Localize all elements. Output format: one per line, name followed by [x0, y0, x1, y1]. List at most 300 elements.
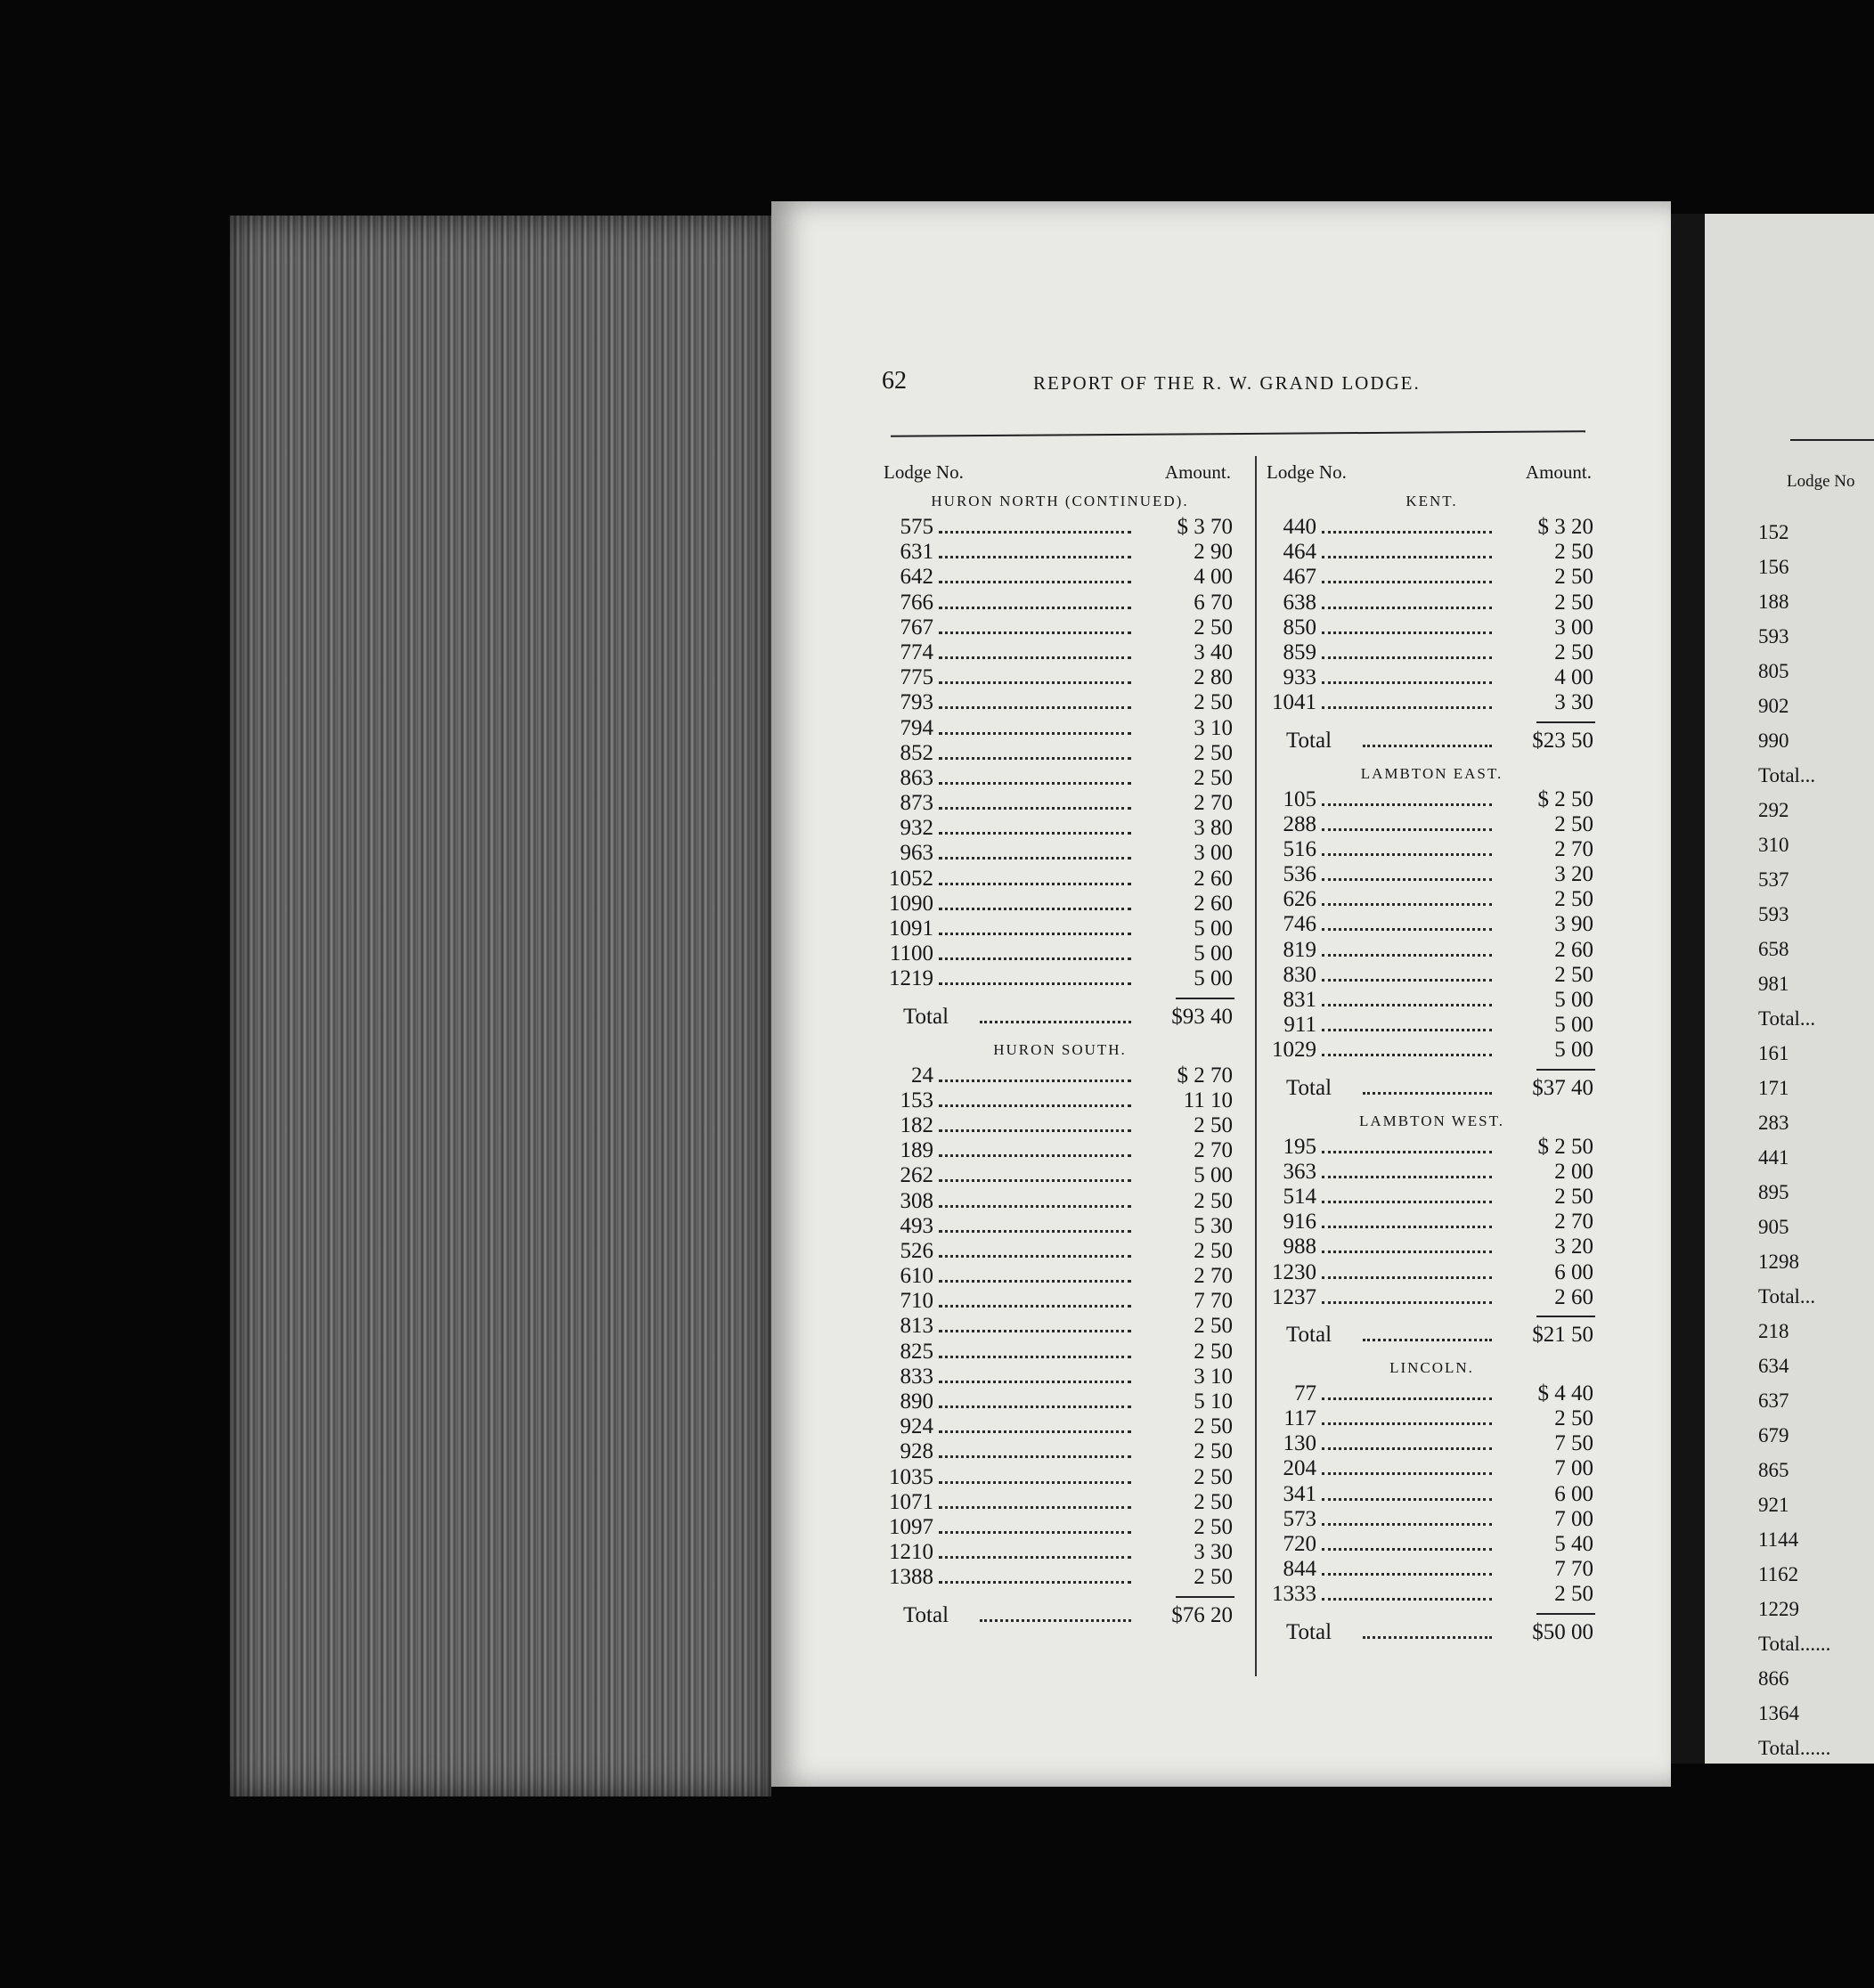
amount: 2 60: [1554, 1284, 1593, 1309]
lodge-number: 1091: [889, 917, 933, 941]
table-row: [882, 841, 1238, 866]
amount: 5 00: [1194, 917, 1233, 941]
lodge-number: 77: [1294, 1381, 1316, 1405]
lodge-number: 130: [1283, 1431, 1316, 1456]
amount: $ 3 20: [1537, 515, 1593, 539]
lodge-number: 514: [1283, 1184, 1316, 1209]
amount: 5 00: [1554, 988, 1593, 1012]
dot-leader: [1363, 1636, 1492, 1639]
amount: 2 50: [1554, 540, 1593, 565]
lodge-number: 830: [1283, 962, 1316, 987]
table-row: [882, 1515, 1238, 1540]
table-row: [1265, 665, 1599, 690]
dot-leader: [939, 1154, 1131, 1157]
lodge-no-header: Lodge No.: [884, 461, 964, 483]
lodge-number: 766: [900, 590, 933, 615]
lodge-number: 195: [1283, 1134, 1316, 1159]
lodge-number: 440: [1283, 515, 1316, 539]
amount-header: Amount.: [1164, 461, 1231, 483]
table-row: [1265, 812, 1599, 837]
lodge-number: 844: [1283, 1557, 1316, 1582]
table-row: [882, 892, 1238, 917]
dot-leader: [939, 1381, 1131, 1383]
amount: 3 00: [1194, 841, 1233, 866]
table-row: [1265, 1557, 1599, 1582]
lodge-number: 1219: [889, 966, 933, 991]
lodge-number: 1388: [889, 1565, 933, 1590]
lodge-number: 1071: [889, 1489, 933, 1514]
dot-leader: [1322, 878, 1492, 881]
total-row: [882, 992, 1238, 1037]
lodge-number: 710: [900, 1289, 933, 1314]
table-row: [1265, 1507, 1599, 1532]
next-page-lodge: 1229: [1758, 1598, 1799, 1620]
dot-leader: [1322, 1054, 1492, 1056]
lodge-number: 850: [1283, 615, 1316, 640]
lodge-number: 204: [1283, 1456, 1316, 1481]
lodge-number: 189: [900, 1138, 933, 1163]
amount: 2 60: [1194, 866, 1233, 891]
amount: 2 50: [1194, 615, 1233, 640]
amount: 5 00: [1194, 941, 1233, 966]
dot-leader: [1322, 1176, 1492, 1178]
lodge-number: 610: [900, 1264, 933, 1289]
total-row: [1265, 1608, 1599, 1652]
next-page-lodge: 905: [1758, 1216, 1789, 1238]
next-page-lodge: 637: [1758, 1389, 1789, 1412]
table-row: [1265, 1038, 1599, 1063]
lodge-number: 963: [900, 841, 933, 866]
dot-leader: [939, 933, 1131, 935]
dot-leader: [1322, 1029, 1492, 1031]
table-row: [882, 741, 1238, 766]
amount: 2 70: [1194, 791, 1233, 816]
dot-leader: [939, 832, 1131, 835]
amount: 2 60: [1194, 891, 1233, 916]
amount: 3 00: [1554, 615, 1593, 640]
amount: 2 80: [1194, 665, 1233, 690]
next-page-lodge: 1162: [1758, 1563, 1799, 1585]
lodge-number: 1100: [889, 941, 933, 966]
table-row: [1265, 615, 1599, 640]
amount: 6 00: [1554, 1481, 1593, 1506]
table-row: [882, 1439, 1238, 1464]
table-row: [1265, 1260, 1599, 1285]
dot-leader: [939, 807, 1131, 810]
amount: 2 50: [1554, 962, 1593, 987]
next-page-lodge: 283: [1758, 1112, 1789, 1134]
dot-leader: [1322, 1004, 1492, 1006]
lodge-number: 833: [900, 1364, 933, 1389]
table-row: [1265, 862, 1599, 887]
lodge-number: 1210: [889, 1540, 933, 1565]
total-amount: $21 50: [1532, 1322, 1593, 1347]
amount: 2 50: [1194, 1188, 1233, 1213]
table-row: [882, 966, 1238, 991]
table-row: [1265, 912, 1599, 937]
amount: 7 00: [1554, 1456, 1593, 1481]
table-row: [882, 640, 1238, 665]
lodge-number: 746: [1283, 912, 1316, 937]
amount: 6 00: [1554, 1259, 1593, 1284]
dot-leader: [939, 607, 1131, 609]
table-row: [1265, 1406, 1599, 1431]
dot-leader: [1322, 607, 1492, 609]
amount: 3 10: [1194, 715, 1233, 740]
amount: 2 00: [1554, 1159, 1593, 1184]
next-page-lodge: 161: [1758, 1042, 1789, 1064]
lodge-number: 575: [900, 515, 933, 539]
next-page-lodge: 1144: [1758, 1528, 1799, 1551]
amount: 2 50: [1194, 1238, 1233, 1263]
dot-leader: [1322, 531, 1492, 534]
dot-leader: [1322, 1523, 1492, 1526]
page-number: 62: [882, 367, 907, 395]
amount: $ 2 50: [1537, 786, 1593, 811]
table-row: [882, 791, 1238, 816]
amount: 2 70: [1554, 1210, 1593, 1234]
lodge-number: 813: [900, 1314, 933, 1339]
lodge-number: 831: [1283, 988, 1316, 1012]
lodge-number: 182: [900, 1112, 933, 1137]
section-title: KENT.: [1406, 493, 1458, 509]
dot-leader: [939, 1356, 1131, 1358]
lodge-number: 341: [1283, 1481, 1316, 1506]
next-page-lodge: 1298: [1758, 1251, 1799, 1273]
lodge-number: 988: [1283, 1234, 1316, 1259]
next-page-lodge: 171: [1758, 1077, 1789, 1099]
amount: 7 50: [1554, 1431, 1593, 1456]
dot-leader: [1363, 1339, 1492, 1341]
dot-leader: [939, 857, 1131, 860]
total-row: [1265, 1310, 1599, 1355]
table-row: [1265, 1135, 1599, 1160]
dot-leader: [1322, 954, 1492, 957]
table-row: [882, 591, 1238, 615]
book-page-edges: [230, 216, 771, 1797]
amount: 2 50: [1554, 1582, 1593, 1607]
lodge-number: 852: [900, 740, 933, 765]
dot-leader: [939, 1255, 1131, 1258]
amount: 2 50: [1554, 811, 1593, 836]
total-rule: [1536, 1613, 1595, 1615]
dot-leader: [939, 631, 1131, 634]
dot-leader: [1322, 1472, 1492, 1475]
dot-leader: [1322, 1151, 1492, 1153]
total-row: [882, 1591, 1238, 1635]
table-row: [882, 1063, 1238, 1088]
dot-leader: [1322, 1276, 1492, 1279]
dot-leader: [1322, 1598, 1492, 1601]
amount: 2 50: [1554, 1184, 1593, 1209]
table-row: [1265, 837, 1599, 862]
next-page-rule: [1790, 439, 1874, 441]
table-row: [882, 1365, 1238, 1389]
amount: 2 50: [1194, 740, 1233, 765]
total-amount: $76 20: [1171, 1602, 1233, 1627]
dot-leader: [939, 1531, 1131, 1534]
total-label: Total: [903, 1602, 949, 1627]
dot-leader: [1322, 828, 1492, 831]
dot-leader: [1322, 1201, 1492, 1203]
lodge-number: 288: [1283, 811, 1316, 836]
book-gutter: [1671, 214, 1705, 1764]
dot-leader: [1363, 745, 1492, 747]
next-page-lodge: 805: [1758, 660, 1789, 682]
dot-leader: [1322, 656, 1492, 659]
column-header: [882, 456, 1238, 488]
next-page-lodge: 152: [1758, 521, 1789, 543]
next-page-lodge: Total......: [1758, 1737, 1831, 1759]
amount: 2 50: [1554, 887, 1593, 912]
lodge-number: 890: [900, 1389, 933, 1414]
table-row: [882, 917, 1238, 941]
lodge-number: 916: [1283, 1210, 1316, 1234]
next-page-lodge: Total...: [1758, 1285, 1816, 1308]
table-row: [882, 690, 1238, 715]
lodge-number: 794: [900, 715, 933, 740]
next-page-lodge: 310: [1758, 834, 1789, 856]
table-row: [1265, 640, 1599, 665]
table-row: [882, 1138, 1238, 1163]
table-row: [1265, 1381, 1599, 1406]
dot-leader: [939, 1405, 1131, 1408]
table-row: [882, 1414, 1238, 1439]
table-row: [1265, 988, 1599, 1013]
next-page-lodge: 188: [1758, 591, 1789, 613]
dot-leader: [939, 1305, 1131, 1308]
lodge-number: 924: [900, 1414, 933, 1439]
dot-leader: [939, 1230, 1131, 1233]
amount: 2 70: [1194, 1264, 1233, 1289]
next-page-lodge: 990: [1758, 729, 1789, 752]
lodge-number: 626: [1283, 887, 1316, 912]
next-page-fragment: [1705, 214, 1874, 1764]
lodge-number: 153: [900, 1088, 933, 1112]
lodge-number: 1333: [1272, 1582, 1316, 1607]
amount: $ 2 50: [1537, 1134, 1593, 1159]
dot-leader: [980, 1021, 1131, 1023]
table-row: [882, 716, 1238, 741]
dot-leader: [939, 1481, 1131, 1484]
lodge-number: 363: [1283, 1159, 1316, 1184]
next-page-lodge: 156: [1758, 556, 1789, 578]
lodge-number: 873: [900, 791, 933, 816]
amount: 2 50: [1194, 1464, 1233, 1489]
dot-leader: [1322, 853, 1492, 856]
amount: 5 10: [1194, 1389, 1233, 1414]
amount: 2 50: [1194, 1339, 1233, 1364]
next-page-lodge: 593: [1758, 625, 1789, 648]
dot-leader: [980, 1619, 1131, 1622]
total-row: [1265, 716, 1599, 761]
dot-leader: [939, 782, 1131, 785]
table-row: [882, 615, 1238, 640]
dot-leader: [939, 1506, 1131, 1509]
total-amount: $23 50: [1532, 728, 1593, 753]
next-page-lodge: 866: [1758, 1667, 1789, 1690]
total-label: Total: [903, 1004, 949, 1029]
right-column: [1265, 456, 1599, 1652]
amount: $ 4 40: [1537, 1381, 1593, 1405]
dot-leader: [939, 1280, 1131, 1283]
total-rule: [1176, 1596, 1234, 1598]
lodge-number: 573: [1283, 1506, 1316, 1531]
next-page-lodge: 658: [1758, 938, 1789, 960]
column-header: [1265, 456, 1599, 488]
total-label: Total: [1286, 1619, 1332, 1644]
next-page-lodge: 292: [1758, 799, 1789, 821]
amount: 6 70: [1194, 590, 1233, 615]
amount: 4 00: [1194, 565, 1233, 590]
amount: 2 50: [1194, 1489, 1233, 1514]
dot-leader: [1322, 979, 1492, 982]
table-row: [1265, 1013, 1599, 1038]
total-label: Total: [1286, 1322, 1332, 1347]
lodge-number: 775: [900, 665, 933, 690]
table-row: [882, 1113, 1238, 1138]
lodge-number: 467: [1283, 565, 1316, 590]
lodge-number: 117: [1283, 1406, 1316, 1431]
total-amount: $93 40: [1171, 1004, 1233, 1029]
dot-leader: [1322, 1422, 1492, 1425]
amount: 3 20: [1554, 1234, 1593, 1259]
total-rule: [1536, 1316, 1595, 1317]
amount: 3 90: [1554, 912, 1593, 937]
lodge-number: 928: [900, 1439, 933, 1464]
lodge-number: 308: [900, 1188, 933, 1213]
amount: 3 30: [1194, 1540, 1233, 1565]
table-row: [1265, 565, 1599, 590]
dot-leader: [939, 957, 1131, 960]
table-row: [882, 665, 1238, 690]
dot-leader: [1322, 1573, 1492, 1576]
dot-leader: [939, 1129, 1131, 1132]
dot-leader: [1363, 1092, 1492, 1095]
lodge-number: 526: [900, 1238, 933, 1263]
next-page-lodge: Total...: [1758, 764, 1816, 786]
dot-leader: [939, 1179, 1131, 1182]
table-row: [1265, 1456, 1599, 1481]
dot-leader: [1322, 706, 1492, 709]
dot-leader: [939, 1430, 1131, 1433]
amount: 11 10: [1183, 1088, 1233, 1112]
dot-leader: [1322, 556, 1492, 558]
table-row: [1265, 1234, 1599, 1259]
amount: 2 50: [1554, 1406, 1593, 1431]
dot-leader: [939, 982, 1131, 985]
table-row: [882, 1214, 1238, 1239]
dot-leader: [939, 1104, 1131, 1107]
lodge-number: 911: [1283, 1013, 1316, 1038]
next-page-lodge: 634: [1758, 1355, 1789, 1377]
table-row: [1265, 1532, 1599, 1557]
table-row: [882, 1465, 1238, 1490]
dot-leader: [1322, 928, 1492, 931]
table-row: [1265, 1482, 1599, 1507]
next-page-lodge: 218: [1758, 1320, 1789, 1342]
dot-leader: [939, 556, 1131, 558]
lodge-number: 825: [900, 1339, 933, 1364]
amount: 2 50: [1554, 565, 1593, 590]
total-rule: [1536, 1069, 1595, 1071]
section-title: HURON NORTH (CONTINUED).: [931, 493, 1189, 509]
amount: 7 70: [1194, 1289, 1233, 1314]
table-row: [882, 1340, 1238, 1365]
amount: 2 90: [1194, 540, 1233, 565]
section-title: LAMBTON EAST.: [1360, 764, 1503, 782]
next-page-lodge: 537: [1758, 868, 1789, 891]
amount: 5 00: [1194, 1163, 1233, 1188]
dot-leader: [1322, 681, 1492, 684]
lodge-number: 1035: [889, 1464, 933, 1489]
lodge-number: 1097: [889, 1514, 933, 1539]
table-row: [882, 1490, 1238, 1515]
lodge-number: 767: [900, 615, 933, 640]
lodge-number: 464: [1283, 540, 1316, 565]
total-label: Total: [1286, 728, 1332, 753]
lodge-number: 493: [900, 1213, 933, 1238]
table-row: [1265, 1285, 1599, 1310]
lodge-number: 932: [900, 816, 933, 841]
amount: 2 60: [1554, 937, 1593, 962]
next-page-lodge: Total...: [1758, 1007, 1816, 1030]
dot-leader: [1322, 581, 1492, 583]
dot-leader: [939, 908, 1131, 910]
amount: 4 00: [1554, 665, 1593, 690]
dot-leader: [1322, 1226, 1492, 1228]
amount: 2 50: [1194, 1112, 1233, 1137]
table-row: [882, 540, 1238, 565]
amount: 2 50: [1194, 1565, 1233, 1590]
amount: 2 50: [1194, 1514, 1233, 1539]
amount: $ 2 70: [1177, 1063, 1233, 1088]
amount: 2 50: [1194, 1439, 1233, 1464]
dot-leader: [939, 883, 1131, 885]
table-row: [1265, 1185, 1599, 1210]
amount: 5 40: [1554, 1532, 1593, 1556]
amount: 5 00: [1194, 966, 1233, 991]
next-page-lodge: 981: [1758, 973, 1789, 995]
table-row: [882, 565, 1238, 590]
dot-leader: [1322, 903, 1492, 906]
dot-leader: [939, 581, 1131, 583]
dot-leader: [1322, 1251, 1492, 1253]
dot-leader: [939, 1581, 1131, 1584]
table-row: [1265, 1582, 1599, 1607]
lodge-number: 793: [900, 690, 933, 715]
lodge-number: 774: [900, 640, 933, 664]
dot-leader: [939, 706, 1131, 709]
dot-leader: [1322, 1498, 1492, 1501]
table-row: [1265, 963, 1599, 988]
lodge-number: 1029: [1272, 1038, 1316, 1063]
dot-leader: [1322, 1301, 1492, 1304]
next-page-lodge: 902: [1758, 695, 1789, 717]
running-title: REPORT OF THE R. W. GRAND LODGE.: [1033, 372, 1421, 394]
amount: 5 00: [1554, 1013, 1593, 1038]
total-rule: [1536, 721, 1595, 723]
lodge-number: 262: [900, 1163, 933, 1188]
dot-leader: [939, 1205, 1131, 1208]
table-row: [1265, 787, 1599, 812]
amount: 5 00: [1554, 1038, 1593, 1063]
dot-leader: [939, 757, 1131, 760]
table-row: [882, 1389, 1238, 1414]
lodge-number: 631: [900, 540, 933, 565]
total-row: [1265, 1063, 1599, 1108]
next-page-lodge: 895: [1758, 1181, 1789, 1203]
